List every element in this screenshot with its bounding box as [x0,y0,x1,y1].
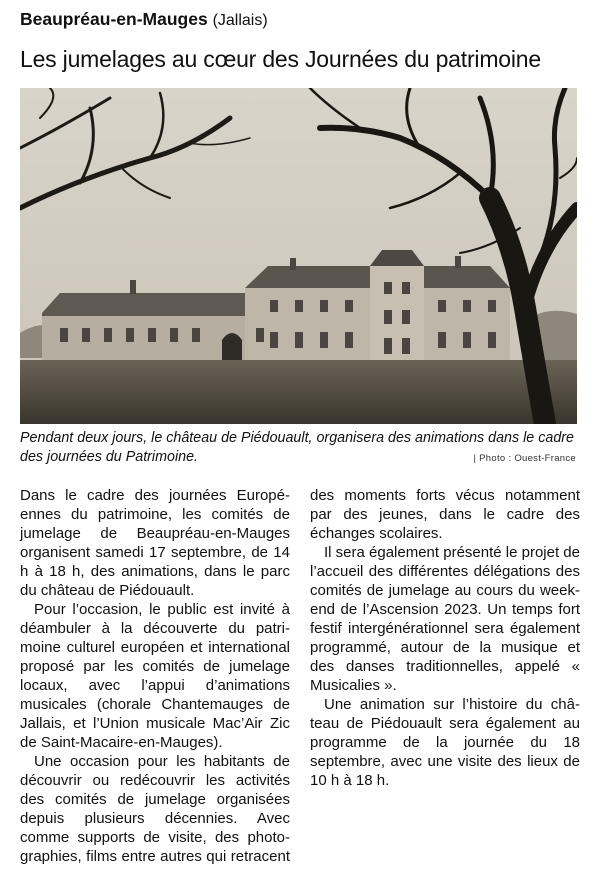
article-headline: Les jumelages au cœur des Journées du patrimoine [20,46,541,72]
article-kicker [20,8,268,32]
article-photo [20,88,577,424]
chateau-photo-illustration [20,88,577,424]
article-paragraph: Une occasion pour les habitants de découvrir ou redécouvrir les activités des comités de jumelage organisées depuis plusieurs décennies. Avec comme supports de visite, des photographies, films entre autres qui retracent des moments forts vécus notamment par des jeunes, dans le cadre des échanges scolaires. [20,487,580,865]
kicker-sublocation: (Jallais) [212,12,268,29]
article-paragraph: Dans le cadre des journées Européennes du patrimoine, les comités de jumelage de Beaupréau-en-Mauges organisent samedi 17 septembre, de 14 h à 18 h, des animations, dans le parc du château de Piédouault. [20,487,290,599]
article-body [20,486,580,866]
article-paragraph: Une animation sur l’histoire du château de Piédouault sera également au programme de la journée du 18 septembre, avec une visite des lieux de 10 h à 18 h. [310,696,580,789]
article-paragraph: Pour l’occasion, le public est invité à déambuler à la découverte du patrimoine culturel européen et international proposé par les comités de jumelage locaux, avec l’appui d’animations musicales (chorale Chantemauges de Jallais, et l’Union musicale Mac’Air Zic de Saint-Macaire-en-Mauges). [20,601,290,751]
article-paragraph: Il sera également présenté le projet de l’accueil des différentes délégations des comités de jumelage au cours du week-end de l’Ascension 2023. Un temps fort festif intergénérationnel sera également programmé, autour de la musique et des danses traditionnelles, appelé « Musicalies ». [310,544,580,694]
kicker-location: Beaupréau-en-Mauges [20,9,208,29]
photo-credit: | Photo : Ouest-France [473,453,576,464]
photo-caption: Pendant deux jours, le château de Piédouault, organisera des animations dans le cadre des journées du Patrimoine. [20,430,574,465]
